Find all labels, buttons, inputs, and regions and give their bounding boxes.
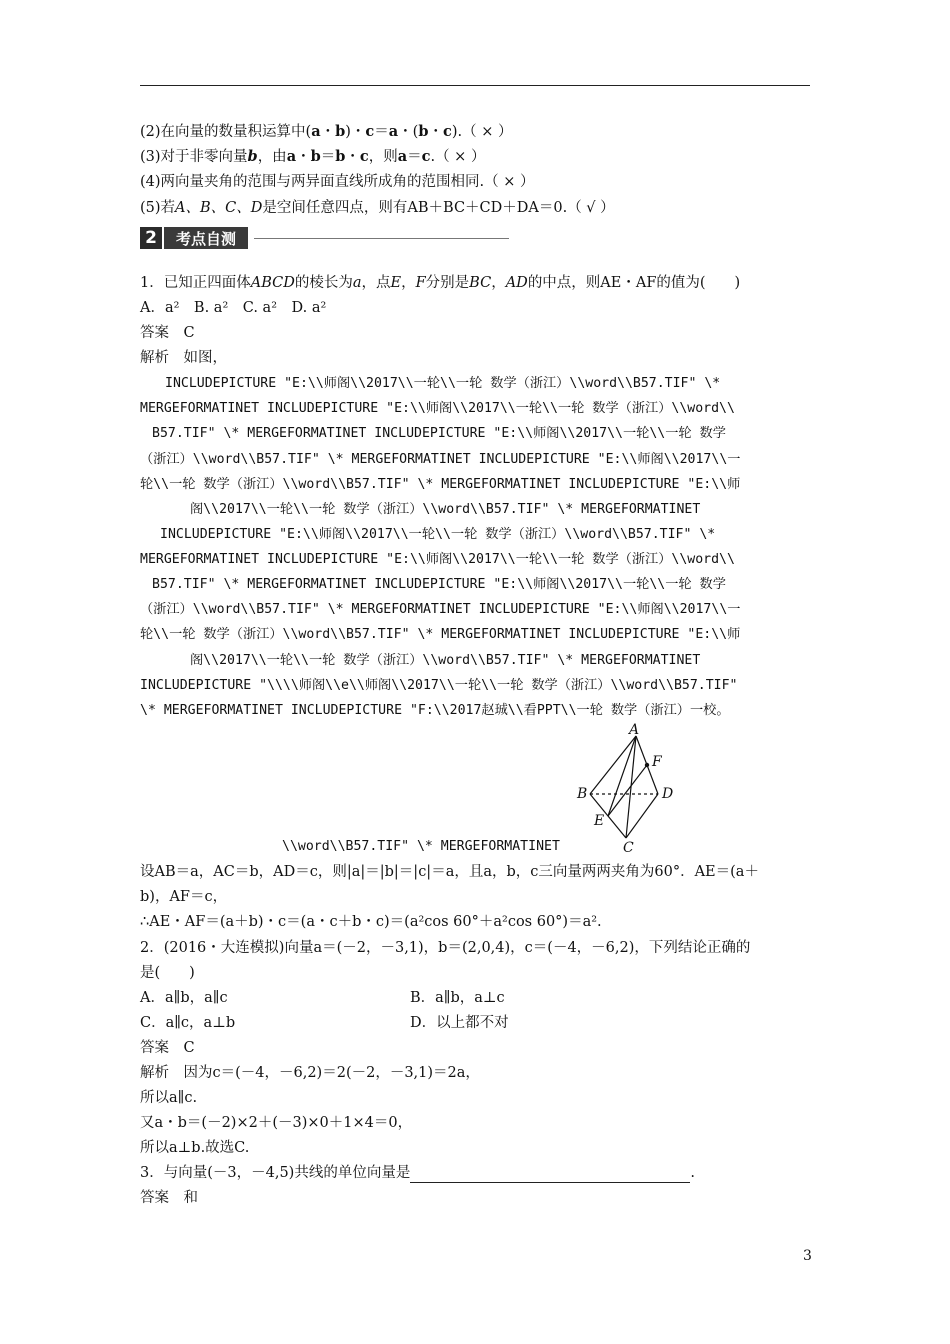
q2-option-c: C．a∥c，a⊥b <box>140 1015 236 1031</box>
header-rule <box>140 85 810 86</box>
label-a: A <box>629 722 640 738</box>
q2-option-a: A．a∥b，a∥c <box>140 990 228 1006</box>
code-line: （浙江）\\word\\B57.TIF" \* MERGEFORMATINET INCLUDEPICTURE "E:\\师阁\\2017\\一 <box>140 452 741 467</box>
q2-solution-1: 解析 因为c＝(－4，－6,2)＝2(－2，－3,1)＝2a， <box>140 1065 480 1081</box>
q1-options: A．a² B. a² C. a² D. a² <box>140 300 327 316</box>
code-line: 阁\\2017\\一轮\\一轮 数学（浙江）\\word\\B57.TIF" \* MERGEFORMATINET <box>190 502 701 517</box>
page-number: 3 <box>803 1248 812 1264</box>
label-b: B <box>577 786 588 802</box>
q3-stem: 3．与向量(－3，－4,5)共线的单位向量是 . <box>140 1165 695 1181</box>
q1-solution-3: ∴AE・AF＝(a＋b)・c＝(a・c＋b・c)＝(a²cos 60°＋a²cos 60°)＝a². <box>140 914 602 930</box>
q2-solution-3: 又a・b＝(－2)×2＋(－3)×0＋1×4＝0， <box>140 1115 413 1131</box>
section-number: 2 <box>140 227 162 249</box>
code-line: MERGEFORMATINET INCLUDEPICTURE "E:\\师阁\\2017\\一轮\\一轮 数学（浙江）\\word\\ <box>140 552 735 567</box>
section-rule <box>254 238 509 239</box>
q1-stem: 1．已知正四面体ABCD的棱长为a，点E，F分别是BC，AD的中点，则AE・AF的值为( ) <box>140 275 741 291</box>
code-line: INCLUDEPICTURE "E:\\师阁\\2017\\一轮\\一轮 数学（浙江）\\word\\B57.TIF" \* <box>160 527 716 542</box>
q3-answer: 答案 和 <box>140 1190 198 1206</box>
answer-blank[interactable] <box>410 1168 690 1183</box>
section-header <box>140 226 509 250</box>
point-f <box>645 763 649 767</box>
judge-item-2: (2)在向量的数量积运算中(a・b)・c＝a・(b・c).（ × ） <box>140 123 513 140</box>
edge-ab <box>590 736 636 794</box>
tetrahedron-figure <box>570 722 700 854</box>
label-d: D <box>662 786 674 802</box>
q2-stem-1: 2．(2016・大连模拟)向量a＝(－2，－3,1)，b＝(2,0,4)，c＝(－4，－6,2)，下列结论正确的 <box>140 940 751 956</box>
q2-option-b: B．a∥b，a⊥c <box>410 990 505 1006</box>
code-line: 轮\\一轮 数学（浙江）\\word\\B57.TIF" \* MERGEFORMATINET INCLUDEPICTURE "E:\\师 <box>140 627 741 642</box>
q2-stem-2: 是( ) <box>140 965 195 981</box>
code-line: \* MERGEFORMATINET INCLUDEPICTURE "F:\\2017赵珹\\看PPT\\一轮 数学（浙江）一校。 <box>140 703 730 718</box>
code-tail: \\word\\B57.TIF" \* MERGEFORMATINET <box>282 839 560 854</box>
q1-solution-1: 设AB＝a，AC＝b，AD＝c，则|a|＝|b|＝|c|＝a，且a，b，c三向量两两夹角为60°．AE＝(a＋ <box>140 864 759 880</box>
code-line: （浙江）\\word\\B57.TIF" \* MERGEFORMATINET INCLUDEPICTURE "E:\\师阁\\2017\\一 <box>140 602 741 617</box>
label-e: E <box>594 813 605 829</box>
label-c: C <box>623 840 634 854</box>
edge-dc <box>626 794 658 838</box>
judge-item-4: (4)两向量夹角的范围与两异面直线所成角的范围相同.（ × ） <box>140 174 535 190</box>
code-line: 阁\\2017\\一轮\\一轮 数学（浙江）\\word\\B57.TIF" \* MERGEFORMATINET <box>190 653 701 668</box>
code-line: B57.TIF" \* MERGEFORMATINET INCLUDEPICTURE "E:\\师阁\\2017\\一轮\\一轮 数学 <box>152 577 726 592</box>
judge-item-3: (3)对于非零向量b，由a・b＝b・c，则a＝c.（ × ） <box>140 148 486 165</box>
code-line: INCLUDEPICTURE "\\\\师阁\\e\\师阁\\2017\\一轮\\一轮 数学（浙江）\\word\\B57.TIF" <box>140 678 738 693</box>
label-f: F <box>652 754 662 770</box>
q2-solution-2: 所以a∥c. <box>140 1090 198 1106</box>
judge-item-5: (5)若A、B、C、D是空间任意四点，则有AB＋BC＋CD＋DA＝0.（ √ ） <box>140 200 615 216</box>
code-line: B57.TIF" \* MERGEFORMATINET INCLUDEPICTURE "E:\\师阁\\2017\\一轮\\一轮 数学 <box>152 426 726 441</box>
section-title: 考点自测 <box>164 227 248 249</box>
code-line: INCLUDEPICTURE "E:\\师阁\\2017\\一轮\\一轮 数学（浙江）\\word\\B57.TIF" \* <box>165 376 721 391</box>
q1-answer: 答案 C <box>140 325 195 341</box>
q2-option-d: D．以上都不对 <box>410 1015 509 1031</box>
code-line: MERGEFORMATINET INCLUDEPICTURE "E:\\师阁\\2017\\一轮\\一轮 数学（浙江）\\word\\ <box>140 401 735 416</box>
q1-solution-2: b)，AF＝c， <box>140 889 228 905</box>
q1-analysis: 解析 如图， <box>140 350 227 366</box>
q2-solution-4: 所以a⊥b.故选C. <box>140 1140 250 1156</box>
q2-answer: 答案 C <box>140 1040 195 1056</box>
segment-ef <box>608 765 647 816</box>
code-line: 轮\\一轮 数学（浙江）\\word\\B57.TIF" \* MERGEFORMATINET INCLUDEPICTURE "E:\\师 <box>140 477 741 492</box>
